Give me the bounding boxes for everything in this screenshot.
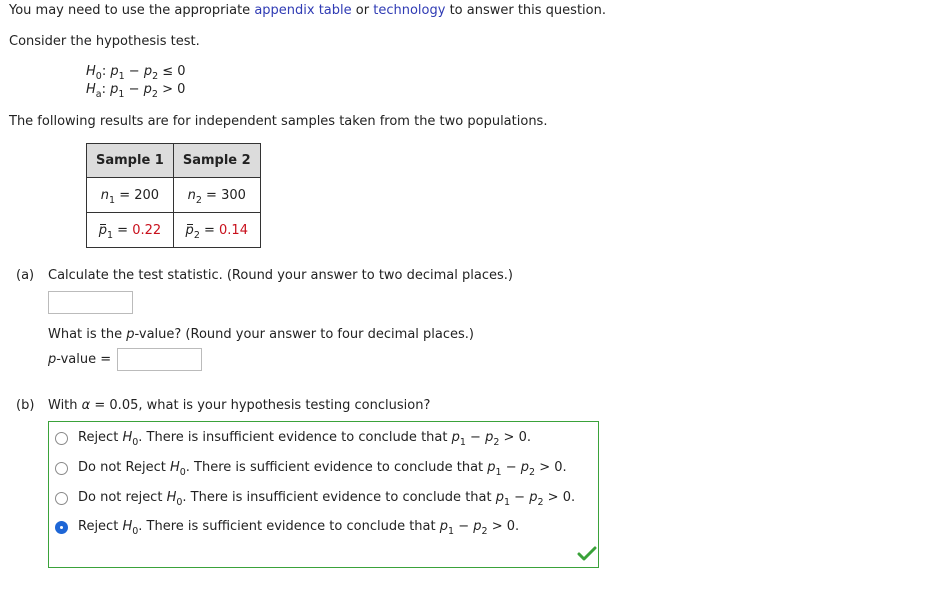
intro-suffix: to answer this question.: [449, 3, 606, 18]
radio-button[interactable]: [55, 432, 68, 445]
choice-label[interactable]: Do not reject $H_0$. There is insufficient evidence to conclude that $p_1 - p_2 > 0$.: [78, 490, 576, 508]
null-hypothesis-relation: ≤ 0: [162, 64, 186, 79]
samples-table: [86, 143, 261, 248]
p1-cell: $p_1 = 0.22$: [87, 213, 174, 248]
part-b-question: With α = 0.05, what is your hypothesis testing conclusion?: [48, 398, 431, 413]
p2-cell: $p_2 = 0.14$: [173, 213, 260, 248]
n2-value: 300: [221, 187, 246, 203]
part-b-label: (b): [16, 398, 35, 413]
appendix-table-link[interactable]: appendix table: [254, 3, 352, 18]
radio-button[interactable]: [55, 492, 68, 505]
choice-label[interactable]: Reject $H_0$. There is insufficient evidence to conclude that $p_1 - p_2 > 0$.: [78, 430, 531, 448]
n2-cell: $n_2 = 300$: [173, 178, 260, 213]
table-header-row: [87, 144, 261, 178]
null-hypothesis: $H_0$: $p_1 - p_2 \le 0$: [86, 64, 186, 82]
technology-link[interactable]: technology: [373, 3, 446, 18]
choice-label[interactable]: Do not Reject $H_0$. There is sufficient evidence to conclude that $p_1 - p_2 > 0$.: [78, 460, 567, 478]
pvalue-question-pre: What is the: [48, 327, 123, 342]
p1-value: 0.22: [132, 222, 162, 238]
table-row: [87, 213, 261, 248]
intro-line: [9, 3, 606, 18]
pvalue-label: p-value =: [48, 352, 112, 367]
sample2-header: Sample 2: [173, 144, 260, 178]
pvalue-question-post: -value? (Round your answer to four decimal places.): [134, 327, 474, 342]
pvalue-question: What is the p-value? (Round your answer to four decimal places.): [48, 327, 474, 342]
pvalue-label-post: -value =: [56, 352, 112, 367]
part-a-question: Calculate the test statistic. (Round your answer to two decimal places.): [48, 268, 513, 283]
radio-button[interactable]: [55, 462, 68, 475]
pvalue-input[interactable]: [117, 348, 202, 371]
n1-value: 200: [134, 187, 160, 203]
n1-cell: $n_1 = 200$: [87, 178, 174, 213]
conclusion-choices: [48, 421, 599, 568]
part-b-question-pre: With: [48, 398, 78, 413]
part-a-label: (a): [16, 268, 35, 283]
radio-button-selected[interactable]: [55, 521, 68, 534]
p2-value: 0.14: [219, 222, 248, 238]
table-row: [87, 178, 261, 213]
sample1-header: Sample 1: [87, 144, 174, 178]
choice-label[interactable]: Reject $H_0$. There is sufficient evidence to conclude that $p_1 - p_2 > 0$.: [78, 519, 520, 537]
alt-hypothesis-relation: > 0: [162, 82, 186, 97]
correct-checkmark-icon: [577, 546, 597, 562]
test-statistic-input[interactable]: [48, 291, 133, 314]
alt-hypothesis: $H_a$: $p_1 - p_2 > 0$: [86, 82, 186, 100]
intro-mid: or: [355, 3, 370, 18]
consider-text: Consider the hypothesis test.: [9, 34, 200, 49]
part-b-question-post: = 0.05, what is your hypothesis testing conclusion?: [94, 398, 431, 413]
results-text: The following results are for independent samples taken from the two populations.: [9, 114, 548, 129]
intro-prefix: You may need to use the appropriate: [9, 3, 251, 18]
